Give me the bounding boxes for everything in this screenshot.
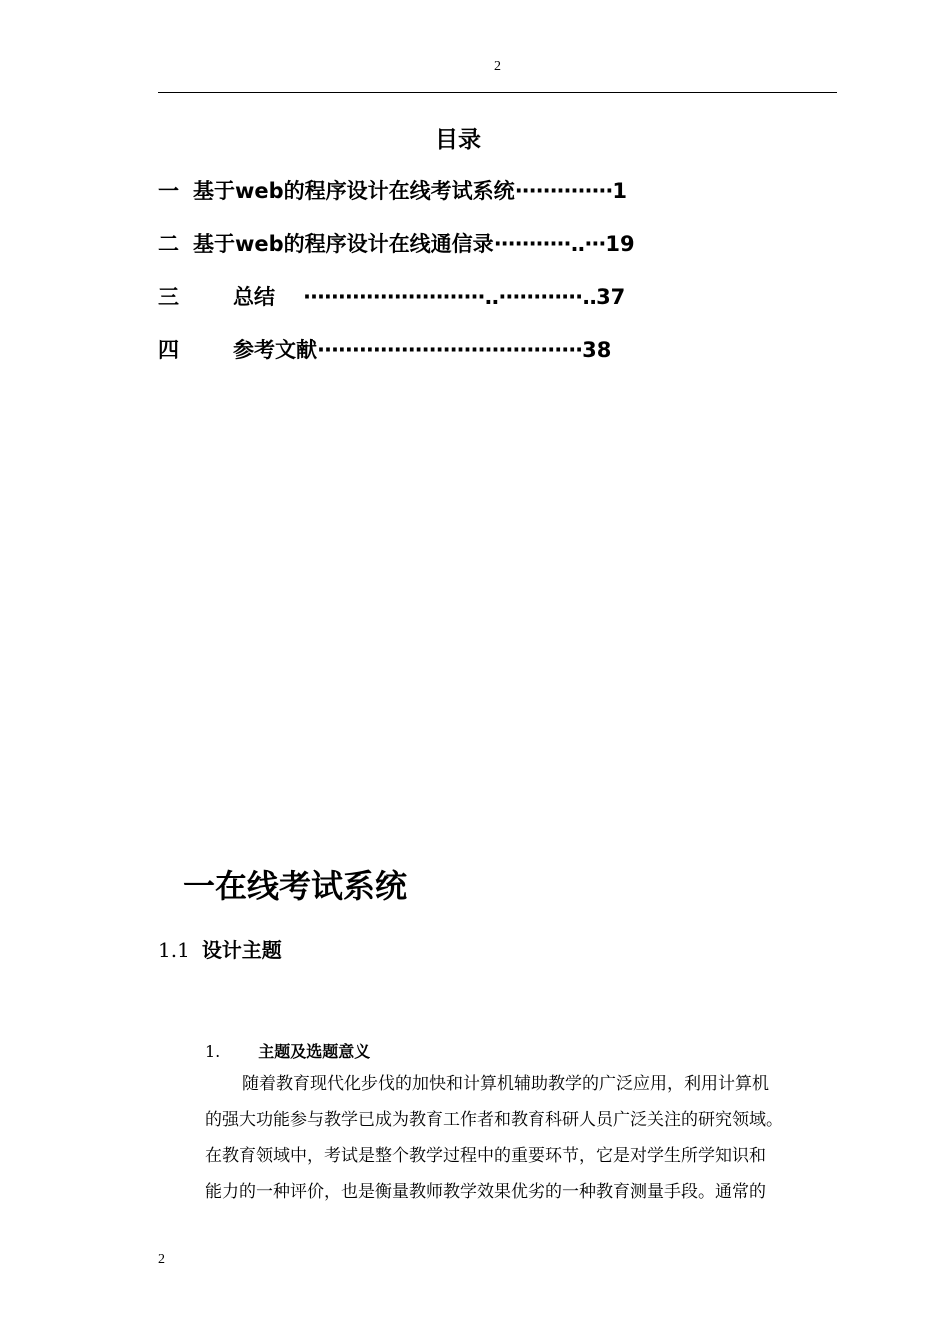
subsection-label: 设计主题 (201, 938, 282, 962)
toc-entry-title: 总结 (233, 285, 275, 309)
toc-entry-page: 1 (612, 179, 627, 203)
toc-entry-number: 四 (158, 338, 179, 362)
body-line: 随着教育现代化步伐的加快和计算机辅助教学的广泛应用，利用计算机 (242, 1074, 769, 1094)
toc-entry-number: 一 (158, 179, 179, 203)
toc-entry-leader: ··························..············.. (303, 285, 597, 309)
footer-page-number: 2 (158, 1252, 165, 1267)
toc-entry[interactable] (158, 175, 627, 205)
subsection-number: 1.1 (158, 938, 190, 962)
toc-entry-title: 参考文献 (233, 338, 317, 362)
toc-entry-title: 基于web的程序设计在线通信录 (193, 232, 494, 256)
section-title: 一在线考试系统 (183, 867, 408, 905)
toc-entry[interactable] (158, 334, 611, 364)
toc-title: 目录 (435, 127, 481, 153)
toc-entry[interactable] (158, 228, 635, 258)
toc-entry-page: 19 (605, 232, 635, 256)
toc-entry-page: 37 (596, 285, 626, 309)
body-line: 的强大功能参与教学已成为教育工作者和教育科研人员广泛关注的研究领域。 (205, 1110, 783, 1130)
toc-entry[interactable] (158, 281, 625, 311)
subsection-heading (158, 934, 282, 963)
toc-entry-page: 38 (582, 338, 612, 362)
header-divider (158, 92, 837, 93)
toc-entry-title: 基于web的程序设计在线考试系统 (193, 179, 515, 203)
toc-entry-leader: ···········..··· (493, 232, 606, 256)
toc-entry-number: 三 (158, 285, 179, 309)
header-page-number: 2 (494, 59, 501, 74)
item-heading (205, 1039, 370, 1062)
toc-entry-leader: ·············· (514, 179, 613, 203)
item-label: 主题及选题意义 (258, 1042, 371, 1061)
item-number: 1. (205, 1042, 221, 1061)
body-line: 能力的一种评价，也是衡量教师教学效果优劣的一种教育测量手段。通常的 (205, 1182, 766, 1202)
body-paragraph (205, 1066, 845, 1210)
toc-entry-leader: ······································ (317, 338, 583, 362)
toc-entry-number: 二 (158, 232, 179, 256)
body-line: 在教育领域中，考试是整个教学过程中的重要环节，它是对学生所学知识和 (205, 1146, 766, 1166)
